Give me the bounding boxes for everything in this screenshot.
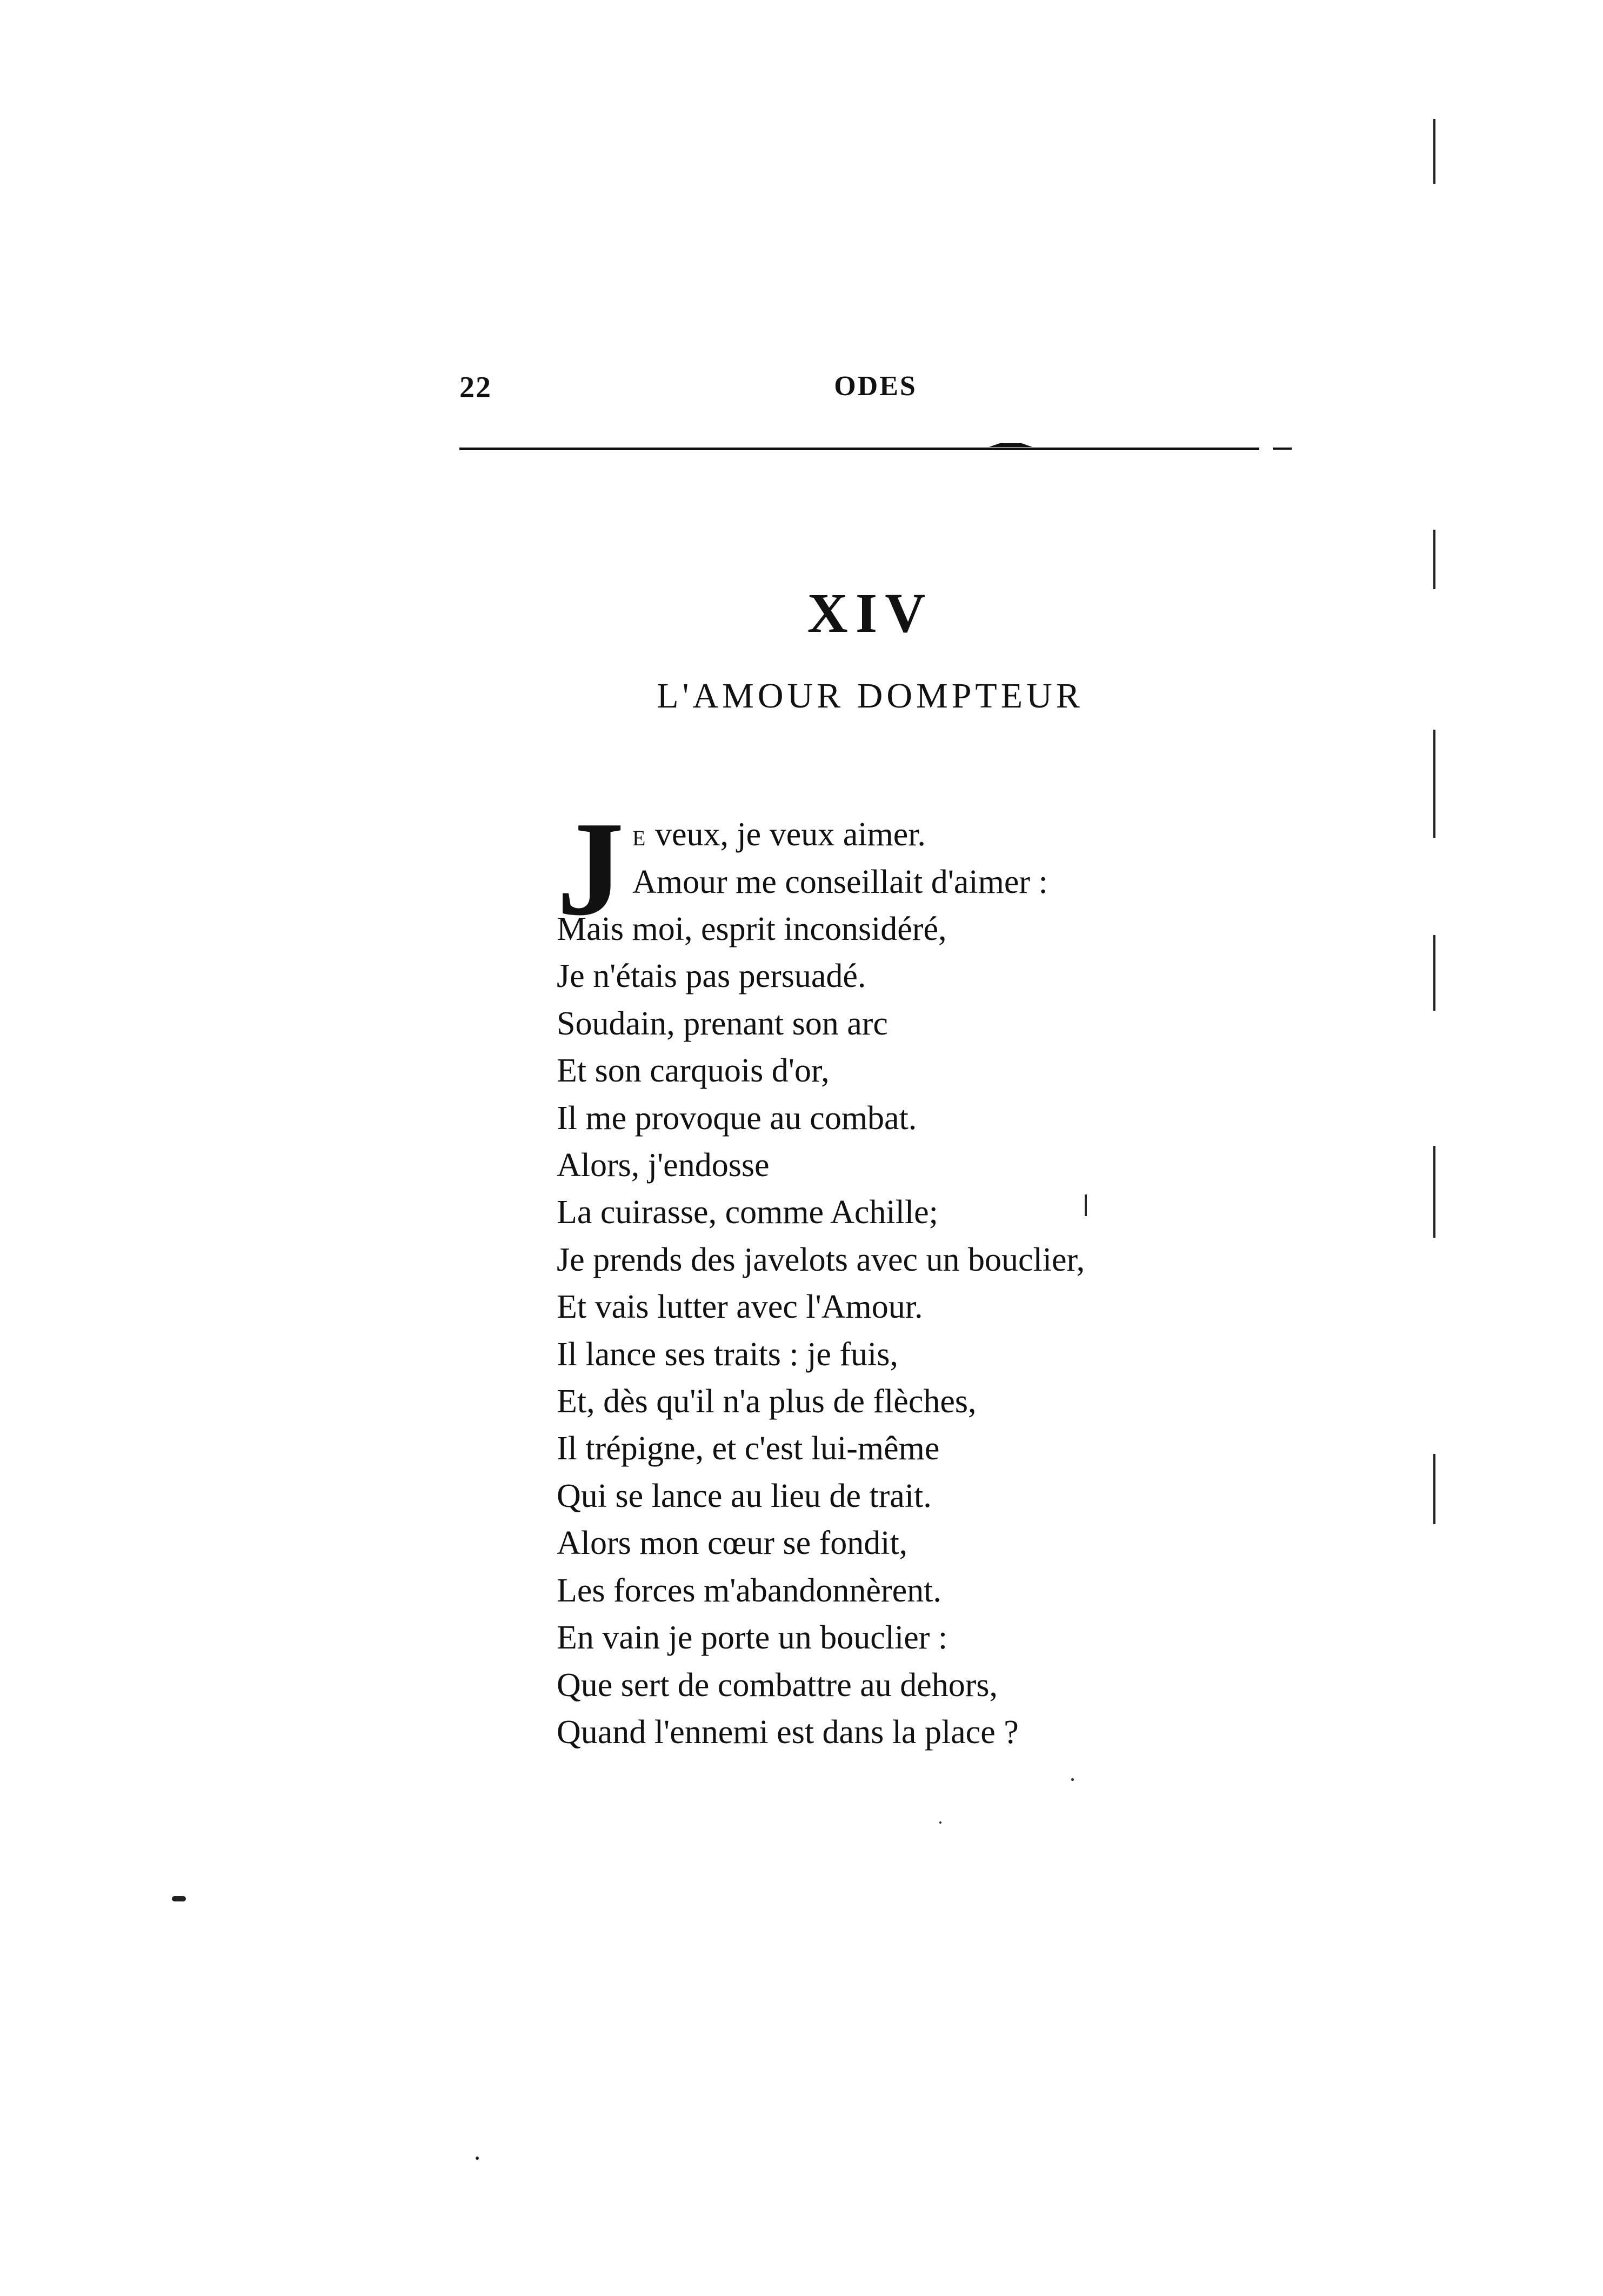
poem-line: Que sert de combattre au dehors, (557, 1666, 998, 1704)
poem-line: Et vais lutter avec l'Amour. (557, 1289, 923, 1326)
poem-line: En vain je porte un bouclier : (557, 1619, 948, 1657)
header-rule (459, 448, 1292, 451)
margin-mark (1433, 530, 1435, 589)
poem-line: Il lance ses traits : je fuis, (557, 1336, 898, 1373)
running-title: ODES (834, 371, 917, 402)
first-line-rest: veux, je veux aimer. (646, 816, 926, 853)
first-line-small-caps: E (632, 826, 647, 850)
poem-line: Alors, j'endosse (557, 1147, 770, 1184)
ode-title: L'AMOUR DOMPTEUR (657, 676, 1084, 716)
running-header (459, 370, 1292, 430)
poem-line: Il trépigne, et c'est lui-même (557, 1430, 940, 1467)
margin-mark (1433, 935, 1435, 1011)
speck (939, 1821, 941, 1824)
poem-line: Je n'étais pas persuadé. (557, 958, 866, 995)
speck (476, 2157, 479, 2160)
header-rule-line (459, 448, 1259, 450)
poem-line: Soudain, prenant son arc (557, 1005, 888, 1042)
poem-line: Il me provoque au combat. (557, 1099, 917, 1137)
speck (1071, 1778, 1074, 1781)
header-rule-ornament (989, 443, 1032, 447)
poem-line: Et, dès qu'il n'a plus de flèches, (557, 1383, 977, 1420)
poem-second-line: Amour me conseillait d'aimer : (632, 864, 1048, 900)
poem-line: Je prends des javelots avec un bouclier, (557, 1241, 1085, 1278)
poem-line: Les forces m'abandonnèrent. (557, 1572, 941, 1609)
margin-mark (1433, 730, 1435, 838)
margin-mark (1433, 119, 1435, 184)
drop-cap: J (557, 794, 624, 944)
poem-line: Quand l'ennemi est dans la place ? (557, 1713, 1019, 1751)
poem-line: Qui se lance au lieu de trait. (557, 1477, 932, 1514)
speck (172, 1896, 186, 1901)
page-number: 22 (459, 371, 492, 404)
poem-line: Mais moi, esprit inconsidéré, (557, 911, 947, 947)
margin-mark (1433, 1146, 1435, 1238)
poem-line: Et son carquois d'or, (557, 1052, 830, 1090)
margin-mark (1433, 1454, 1435, 1524)
poem-line: La cuirasse, comme Achille; (557, 1194, 938, 1231)
poem-first-line (632, 811, 926, 862)
poem-line: Alors mon cœur se fondit, (557, 1525, 908, 1562)
ode-number: XIV (807, 582, 933, 644)
poem-lines (557, 906, 1085, 1756)
margin-mark (1085, 1194, 1087, 1216)
header-rule-end (1273, 448, 1292, 450)
